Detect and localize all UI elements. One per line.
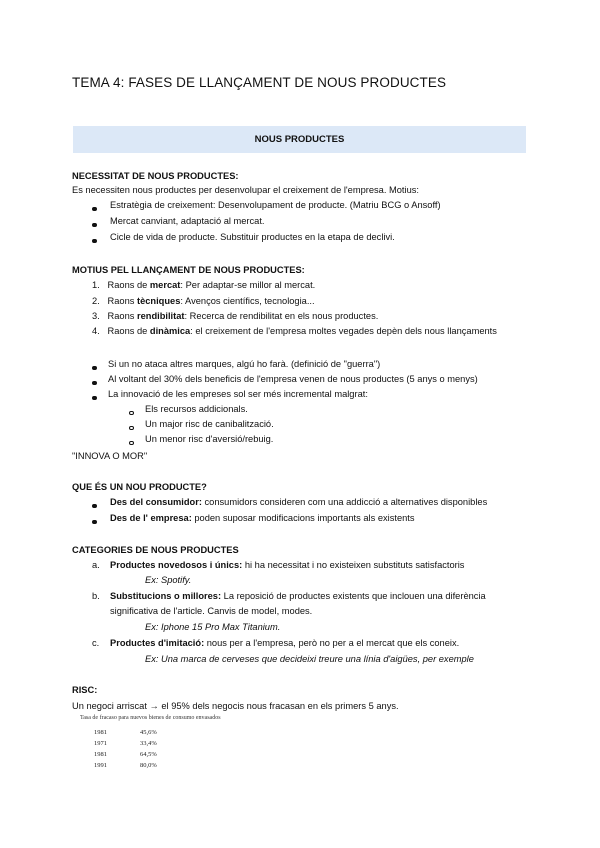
motius-item bbox=[92, 311, 378, 321]
bullet-icon bbox=[92, 219, 97, 229]
item-text: poden suposar modificacions importants als existents bbox=[191, 513, 415, 523]
item-bold: dinàmica bbox=[149, 326, 191, 336]
item-text: Raons bbox=[107, 296, 137, 306]
motius-bullet: Si un no ataca altres marques, algú ho farà. (definició de "guerra") bbox=[108, 359, 381, 369]
circle-bullet-icon bbox=[129, 407, 134, 417]
table-caption: Tasa de fracaso para nuevos bienes de consumo envasados bbox=[80, 715, 221, 721]
item-bold: tècniques bbox=[136, 296, 181, 306]
item-bold: Des del consumidor: bbox=[110, 497, 202, 507]
table-rate: 33,4% bbox=[140, 740, 157, 747]
category-example: Ex: Iphone 15 Pro Max Titanium. bbox=[145, 622, 281, 632]
item-bold: Des de l' empresa: bbox=[110, 513, 192, 523]
motius-subitem: Un major risc de canibalització. bbox=[145, 419, 274, 429]
necessitat-item: Estratègia de creixement: Desenvolupament de producte. (Matriu BCG o Ansoff) bbox=[110, 200, 441, 210]
item-bold: Substitucions o millores: bbox=[110, 591, 222, 601]
item-bold: Productes d'imitació: bbox=[110, 638, 205, 648]
item-text: : Recerca de rendibilitat en els nous productes. bbox=[184, 311, 379, 321]
table-rate: 45,6% bbox=[140, 729, 157, 736]
bullet-icon bbox=[92, 516, 97, 526]
table-year: 1971 bbox=[94, 740, 107, 747]
bullet-icon bbox=[92, 362, 97, 372]
item-text: Raons de bbox=[107, 280, 150, 290]
category-mark: b. bbox=[92, 591, 100, 601]
motius-item bbox=[92, 326, 497, 336]
category-item bbox=[110, 560, 464, 570]
risc-heading: RISC: bbox=[72, 685, 98, 695]
motto: "INNOVA O MOR" bbox=[72, 451, 148, 461]
category-mark: a. bbox=[92, 560, 100, 570]
bullet-icon bbox=[92, 235, 97, 245]
category-mark: c. bbox=[92, 638, 100, 648]
item-text: nous per a l'empresa, però no per a el mercat que els coneix. bbox=[204, 638, 460, 648]
table-rate: 64,5% bbox=[140, 751, 157, 758]
bullet-icon bbox=[92, 500, 97, 510]
item-number: 1. bbox=[92, 280, 100, 290]
item-text: consumidors consideren com una addicció a alternatives disponibles bbox=[201, 497, 488, 507]
motius-subitem: Els recursos addicionals. bbox=[145, 404, 248, 414]
motius-subitem: Un menor risc d'aversió/rebuig. bbox=[145, 434, 274, 444]
item-bold: Productes novedosos i únics: bbox=[110, 560, 243, 570]
necessitat-item: Cicle de vida de producte. Substituir productes en la etapa de declivi. bbox=[110, 232, 395, 242]
motius-item bbox=[92, 296, 315, 306]
item-text: : Avenços científics, tecnologia... bbox=[180, 296, 315, 306]
circle-bullet-icon bbox=[129, 437, 134, 447]
item-number: 4. bbox=[92, 326, 100, 336]
bullet-icon bbox=[92, 392, 97, 402]
categories-heading: CATEGORIES DE NOUS PRODUCTES bbox=[72, 545, 239, 555]
item-text: : Per adaptar-se millor al mercat. bbox=[180, 280, 316, 290]
category-example: Ex: Una marca de cerveses que decideixi treure una línia d'aigües, per exemple bbox=[145, 654, 474, 664]
section-banner: NOUS PRODUCTES bbox=[73, 126, 526, 153]
circle-bullet-icon bbox=[129, 422, 134, 432]
necessitat-heading: NECESSITAT DE NOUS PRODUCTES: bbox=[72, 171, 239, 181]
que-es-item bbox=[110, 513, 415, 523]
necessitat-item: Mercat canviant, adaptació al mercat. bbox=[110, 216, 265, 226]
risc-text: Un negoci arriscat → el 95% dels negocis nous fracasan en els primers 5 anys. bbox=[72, 701, 399, 711]
category-example: Ex: Spotify. bbox=[145, 575, 192, 585]
bullet-icon bbox=[92, 203, 97, 213]
category-item-cont: significativa de l'article. Canvis de model, modes. bbox=[110, 606, 313, 616]
category-item bbox=[110, 591, 486, 601]
item-bold: rendibilitat bbox=[136, 311, 185, 321]
item-text: : el creixement de l'empresa moltes vegades depèn dels nous llançaments bbox=[190, 326, 497, 336]
item-text: Raons de bbox=[107, 326, 150, 336]
table-rate: 80,0% bbox=[140, 762, 157, 769]
necessitat-intro: Es necessiten nous productes per desenvolupar el creixement de l'empresa. Motius: bbox=[72, 185, 419, 195]
item-text: La reposició de productes existents que inclouen una diferència bbox=[221, 591, 486, 601]
motius-bullet: La innovació de les empreses sol ser més incremental malgrat: bbox=[108, 389, 368, 399]
table-year: 1981 bbox=[94, 751, 107, 758]
category-item bbox=[110, 638, 459, 648]
item-text: Raons bbox=[107, 311, 137, 321]
item-number: 2. bbox=[92, 296, 100, 306]
item-number: 3. bbox=[92, 311, 100, 321]
table-year: 1991 bbox=[94, 762, 107, 769]
motius-item bbox=[92, 280, 315, 290]
item-text: hi ha necessitat i no existeixen substituts satisfactoris bbox=[242, 560, 465, 570]
table-year: 1981 bbox=[94, 729, 107, 736]
que-es-item bbox=[110, 497, 487, 507]
bullet-icon bbox=[92, 377, 97, 387]
page-title: TEMA 4: FASES DE LLANÇAMENT DE NOUS PRODUCTES bbox=[72, 75, 447, 90]
motius-bullet: Al voltant del 30% dels beneficis de l'empresa venen de nous productes (5 anys o menys) bbox=[108, 374, 478, 384]
motius-heading: MOTIUS PEL LLANÇAMENT DE NOUS PRODUCTES: bbox=[72, 265, 305, 275]
que-es-heading: QUE ÉS UN NOU PRODUCTE? bbox=[72, 482, 207, 492]
item-bold: mercat bbox=[149, 280, 181, 290]
